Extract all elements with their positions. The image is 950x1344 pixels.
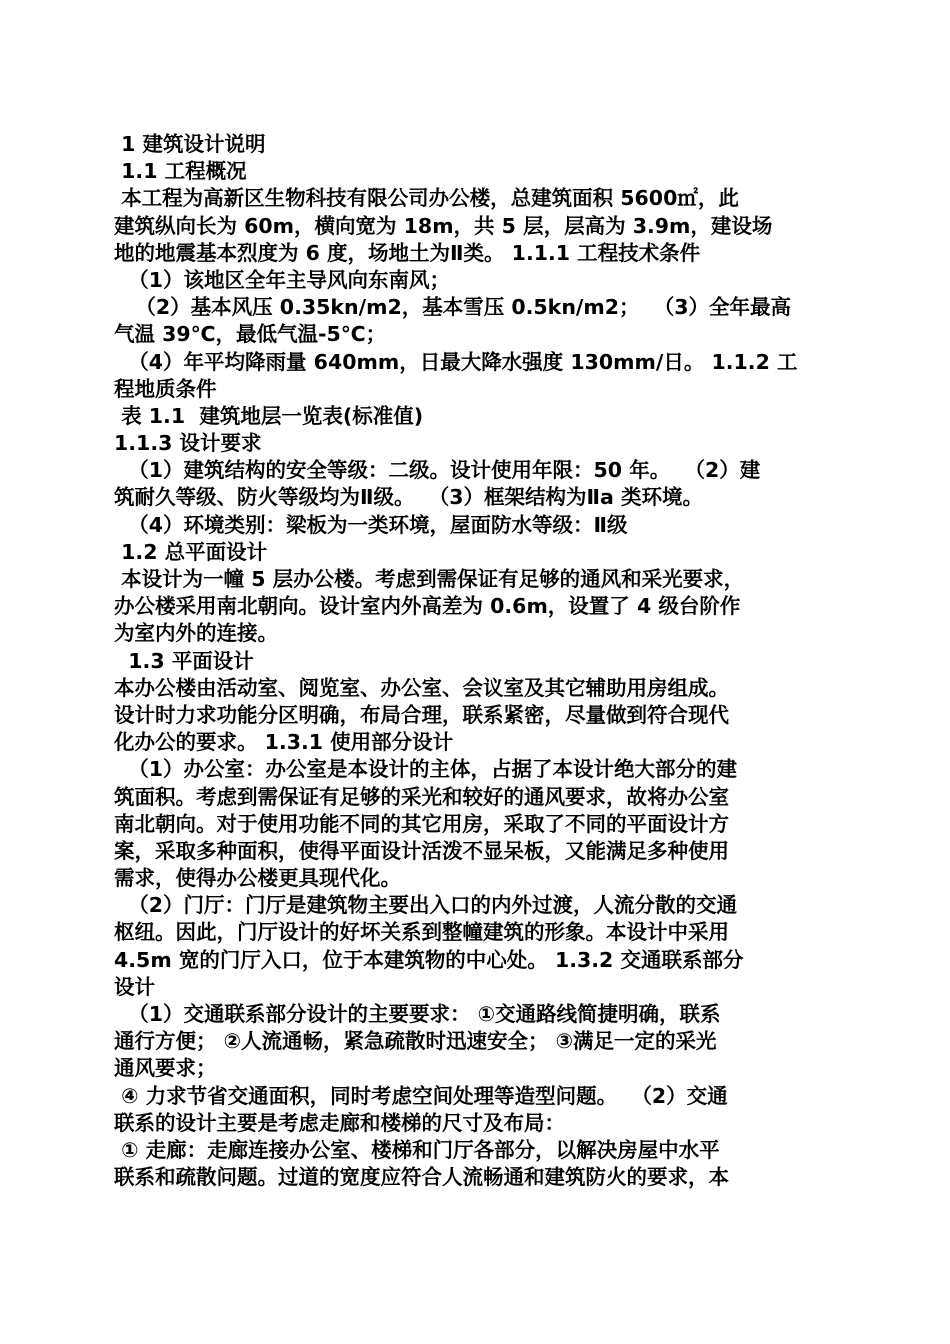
text-line: 案，采取多种面积，使得平面设计活泼不显呆板，又能满足多种使用 xyxy=(114,838,729,863)
text-line: 1.1 工程概况 xyxy=(114,159,247,184)
text-line: （1）交通联系部分设计的主要要求： ①交通路线简捷明确，联系 xyxy=(114,1002,721,1026)
text-line: 程地质条件 xyxy=(114,376,217,401)
text-line: （1）该地区全年主导风向东南风； xyxy=(114,267,451,292)
text-line: 筑面积。考虑到需保证有足够的采光和较好的通风要求，故将办公室 xyxy=(114,784,729,809)
text-line: 设计时力求功能分区明确，布局合理，联系紧密，尽量做到符合现代 xyxy=(114,702,729,727)
text-line: ④ 力求节省交通面积，同时考虑空间处理等造型问题。 （2）交通 xyxy=(114,1083,728,1108)
text-line: 联系的设计主要是考虑走廊和楼梯的尺寸及布局： xyxy=(114,1110,565,1135)
text-line: 1 建筑设计说明 xyxy=(114,132,266,156)
text-line: （4）年平均降雨量 640mm，日最大降水强度 130mm/日。 1.1.2 工 xyxy=(114,349,798,374)
text-line: 本办公楼由活动室、阅览室、办公室、会议室及其它辅助用房组成。 xyxy=(114,675,729,700)
text-line: 1.2 总平面设计 xyxy=(114,539,268,564)
text-line: 为室内外的连接。 xyxy=(114,621,278,646)
text-line: 1.1.3 设计要求 xyxy=(114,431,262,456)
text-line: （1）建筑结构的安全等级：二级。设计使用年限：50 年。 （2）建 xyxy=(114,458,761,483)
text-line: 4.5m 宽的门厅入口，位于本建筑物的中心处。 1.3.2 交通联系部分 xyxy=(114,947,744,972)
text-line: 南北朝向。对于使用功能不同的其它用房，采取了不同的平面设计方 xyxy=(114,811,729,836)
text-line: （2）门厅：门厅是建筑物主要出入口的内外过渡，人流分散的交通 xyxy=(114,893,738,918)
text-line: ① 走廊：走廊连接办公室、楼梯和门厅各部分，以解决房屋中水平 xyxy=(114,1137,720,1162)
text-line: （2）基本风压 0.35kn/m2，基本雪压 0.5kn/m2； （3）全年最高 xyxy=(114,295,792,320)
text-line: 筑耐久等级、防火等级均为Ⅱ级。 （3）框架结构为Ⅱa 类环境。 xyxy=(114,485,704,510)
text-line: 地的地震基本烈度为 6 度，场地土为Ⅱ类。 1.1.1 工程技术条件 xyxy=(114,240,701,265)
text-line: 联系和疏散问题。过道的宽度应符合人流畅通和建筑防火的要求，本 xyxy=(114,1165,729,1190)
text-line: 本设计为一幢 5 层办公楼。考虑到需保证有足够的通风和采光要求， xyxy=(114,567,745,591)
document-body xyxy=(114,131,836,1191)
text-line: 表 1.1 建筑地层一览表(标准值) xyxy=(114,403,424,428)
text-line: 枢纽。因此，门厅设计的好坏关系到整幢建筑的形象。本设计中采用 xyxy=(114,920,729,945)
text-line: 设计 xyxy=(114,974,155,999)
text-line: 办公楼采用南北朝向。设计室内外高差为 0.6m，设置了 4 级台阶作 xyxy=(114,594,741,619)
text-line: 通行方便； ②人流通畅，紧急疏散时迅速安全； ③满足一定的采光 xyxy=(114,1029,717,1054)
text-line: （1）办公室：办公室是本设计的主体，占据了本设计绝大部分的建 xyxy=(114,757,738,782)
text-line: 需求，使得办公楼更具现代化。 xyxy=(114,866,401,891)
text-line: 本工程为高新区生物科技有限公司办公楼，总建筑面积 5600㎡，此 xyxy=(114,186,739,211)
text-line: 化办公的要求。 1.3.1 使用部分设计 xyxy=(114,730,454,755)
text-line: 通风要求； xyxy=(114,1056,217,1081)
text-line: 1.3 平面设计 xyxy=(114,648,254,673)
text-line: （4）环境类别：梁板为一类环境，屋面防水等级：Ⅱ级 xyxy=(114,512,628,537)
text-line: 气温 39℃，最低气温-5℃； xyxy=(114,322,387,347)
text-line: 建筑纵向长为 60m，横向宽为 18m，共 5 层，层高为 3.9m，建设场 xyxy=(114,213,773,238)
